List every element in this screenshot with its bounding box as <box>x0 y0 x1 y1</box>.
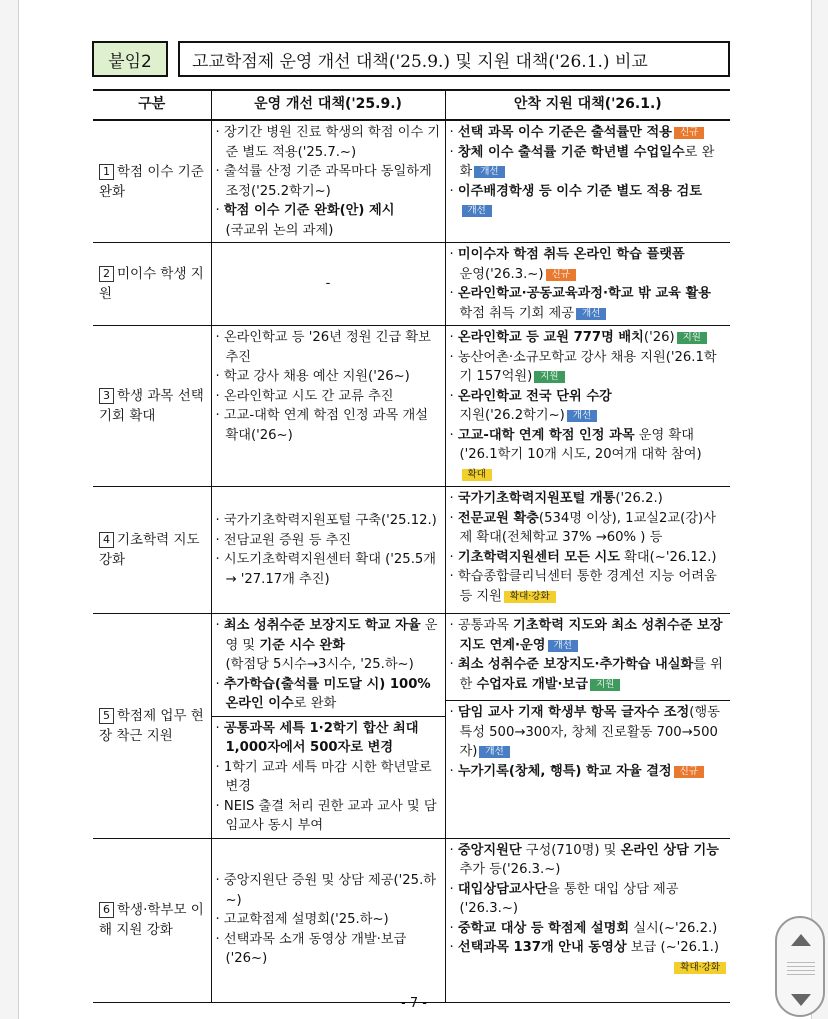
list-item: · 고교학점제 설명회('25.하~) <box>215 912 389 928</box>
category-label: 기초학력 지도 강화 <box>99 532 200 568</box>
badge-support: 지원 <box>590 679 620 691</box>
operation-cell <box>211 487 445 614</box>
badge-expand: 확대 <box>462 469 492 481</box>
list-item: · 시도기초학력지원센터 확대 ('25.5개 → '27.17개 추진) <box>215 552 437 587</box>
list-item: · 국가기초학력지원포털 개통('26.2.) <box>449 491 663 506</box>
row-number: 5 <box>99 708 114 724</box>
badge-expand-strengthen: 확대·강화 <box>674 962 726 974</box>
list-item: · 누가기록(창체, 행특) 학교 자율 결정 신규 <box>450 762 727 782</box>
list-item: · 창체 이수 출석률 기준 학년별 수업일수로 완화 개선 <box>449 144 715 179</box>
list-item: · 고교-대학 연계 학점 인정 과목 개설 확대('26~) <box>215 408 428 443</box>
list-item: · 온라인학교 등 '26년 정원 긴급 확보 추진 <box>215 330 431 365</box>
list-item: · 장기간 병원 진료 학생의 학점 이수 기준 별도 적용('25.7.~) <box>215 125 441 160</box>
row-category <box>93 326 211 487</box>
table-row <box>93 243 730 326</box>
support-cell <box>445 243 730 326</box>
list-item: · 온라인학교 시도 간 교류 추진 <box>215 388 394 404</box>
comparison-table <box>93 89 730 1003</box>
badge-improve: 개선 <box>567 410 597 422</box>
list-item: · 미이수자 학점 취득 온라인 학습 플랫폼 운영('26.3.~) 신규 <box>449 247 685 282</box>
list-item: · 추가학습(출석률 미도달 시) 100% 온라인 이수로 완화 <box>215 676 431 711</box>
list-item: · 선택과목 소개 동영상 개발·보급 ('26~) <box>215 931 407 967</box>
list-item: · 온라인학교 전국 단위 수강 지원('26.2학기~) 개선 <box>449 388 612 423</box>
list-item: · 국가기초학력지원포털 구축('25.12.) <box>215 513 437 528</box>
cell-divider <box>212 716 445 717</box>
list-item: · 학점 이수 기준 완화(안) 제시 (국교위 논의 과제) <box>215 203 395 238</box>
list-item: · 전담교원 증원 등 추진 <box>215 532 352 548</box>
row-category <box>93 120 211 243</box>
row-category <box>93 614 211 839</box>
category-label: 미이수 학생 지원 <box>99 266 204 302</box>
support-cell <box>445 326 730 487</box>
list-item: · 선택과목 137개 안내 동영상 보급 (~'26.1.) <box>449 940 719 955</box>
badge-improve: 개선 <box>479 746 509 758</box>
badge-improve: 개선 <box>548 640 578 652</box>
list-item: · 전문교원 확충(534명 이상), 1교실2교(강)사제 확대(전체학교 37% →60% ) 등 <box>449 510 716 545</box>
table-row <box>93 614 730 839</box>
table-header-row <box>93 90 730 120</box>
list-item: · 공통과목 세특 1·2학기 합산 최대 1,000자에서 500자로 변경 <box>215 720 419 755</box>
table-row <box>93 120 730 243</box>
row-number: 1 <box>99 164 114 180</box>
row-category <box>93 487 211 614</box>
page-number: - 7 - <box>401 996 427 1011</box>
badge-new: 신규 <box>674 766 704 778</box>
grip-line <box>787 966 815 967</box>
list-item: · 이주배경학생 등 이수 기준 별도 적용 검토개선 <box>449 183 703 216</box>
list-item: · 선택 과목 이수 기준은 출석률만 적용 신규 <box>450 123 727 143</box>
badge-expand-strengthen: 확대·강화 <box>504 591 556 603</box>
list-item: · 중앙지원단 구성(710명) 및 온라인 상담 기능 추가 등('26.3.~) <box>449 842 719 877</box>
header-operation-plan: 운영 개선 대책('25.9.) <box>211 90 445 120</box>
row-number: 3 <box>99 388 114 404</box>
category-label: 학점제 업무 현장 착근 지원 <box>99 707 204 744</box>
list-item: · 대입상담교사단을 통한 대입 상담 제공('26.3.~) <box>449 881 679 916</box>
badge-improve: 개선 <box>576 308 606 320</box>
operation-cell <box>211 120 445 243</box>
badge-support: 지원 <box>677 332 707 344</box>
list-item: · 온라인학교·공동교육과정·학교 밖 교육 활용 학점 취득 기회 제공 개선 <box>449 286 711 321</box>
list-item: · 1학기 교과 세특 마감 시한 학년말로 변경 <box>215 759 432 794</box>
list-item: · 최소 성취수준 보장지도·추가학습 내실화를 위한 수업자료 개발·보급 지원 <box>449 657 723 692</box>
badge-row <box>450 958 727 978</box>
support-cell <box>445 487 730 614</box>
operation-cell <box>211 614 445 839</box>
list-item: · 고교-대학 연계 학점 인정 과목 운영 확대 ('26.1학기 10개 시도, 20여개 대학 참여)확대 <box>449 427 702 480</box>
list-item: · 공통과목 기초학력 지도와 최소 성취수준 보장지도 연계·운영 개선 <box>449 618 723 653</box>
support-cell <box>445 120 730 243</box>
grip-line <box>787 970 815 971</box>
category-label: 학생·학부모 이해 지원 강화 <box>99 902 204 938</box>
attachment-tag: 붙임2 <box>92 41 168 77</box>
list-item: · 중앙지원단 증원 및 상담 제공('25.하~) <box>215 873 437 908</box>
scroll-up-icon[interactable] <box>791 934 811 946</box>
badge-new: 신규 <box>674 127 704 139</box>
row-number: 6 <box>99 902 114 918</box>
list-item: · 기초학력지원센터 모든 시도 확대(~'26.12.) <box>449 549 717 565</box>
table-row <box>93 326 730 487</box>
category-label: 학점 이수 기준 완화 <box>99 163 204 200</box>
operation-cell <box>211 326 445 487</box>
list-item: · 학습종합클리닉센터 통한 경계선 지능 어려움 등 지원 확대·강화 <box>449 569 717 604</box>
header-category: 구분 <box>93 90 211 120</box>
list-item: · NEIS 출결 처리 권한 교과 교사 및 담임교사 동시 부여 <box>215 798 437 833</box>
list-item: · 담임 교사 기재 학생부 항목 글자수 조정(행동특성 500→300자, 창체 진로활동 700→500자) 개선 <box>449 705 720 759</box>
list-item: · 최소 성취수준 보장지도 학교 자율 운영 및 기준 시수 완화 (학점당 5시수→3시수, '25.하~) <box>215 618 438 672</box>
badge-support: 지원 <box>534 371 564 383</box>
row-category <box>93 243 211 326</box>
grip-line <box>787 962 815 963</box>
scroll-down-icon[interactable] <box>791 994 811 1006</box>
list-item: · 중학교 대상 등 학점제 설명회 실시(~'26.2.) <box>449 920 718 936</box>
support-cell <box>445 838 730 1002</box>
list-item: · 출석률 산정 기준 과목마다 동일하게 조정('25.2학기~) <box>215 164 432 199</box>
operation-cell <box>211 243 445 326</box>
cell-divider <box>446 700 731 701</box>
table-row <box>93 838 730 1002</box>
page-title: 고교학점제 운영 개선 대책('25.9.) 및 지원 대책('26.1.) 비교 <box>178 41 730 77</box>
row-number: 2 <box>99 266 114 282</box>
table-row <box>93 487 730 614</box>
badge-improve: 개선 <box>474 166 504 178</box>
scroll-control[interactable] <box>775 916 825 1017</box>
badge-improve: 개선 <box>462 205 492 217</box>
badge-new: 신규 <box>546 269 576 281</box>
category-label: 학생 과목 선택 기회 확대 <box>99 388 204 424</box>
row-category <box>93 838 211 1002</box>
support-cell <box>445 614 730 839</box>
title-bar <box>92 41 730 77</box>
row-number: 4 <box>99 532 114 548</box>
list-item: · 농산어촌·소규모학교 강사 채용 지원('26.1학기 157억원) 지원 <box>449 349 717 384</box>
operation-cell <box>211 838 445 1002</box>
grip-line <box>787 974 815 975</box>
empty-dash: - <box>325 276 331 292</box>
list-item: · 학교 강사 채용 예산 지원('26~) <box>215 369 410 384</box>
header-support-plan: 안착 지원 대책('26.1.) <box>445 90 730 120</box>
list-item: · 온라인학교 등 교원 777명 배치('26) 지원 <box>450 328 727 348</box>
